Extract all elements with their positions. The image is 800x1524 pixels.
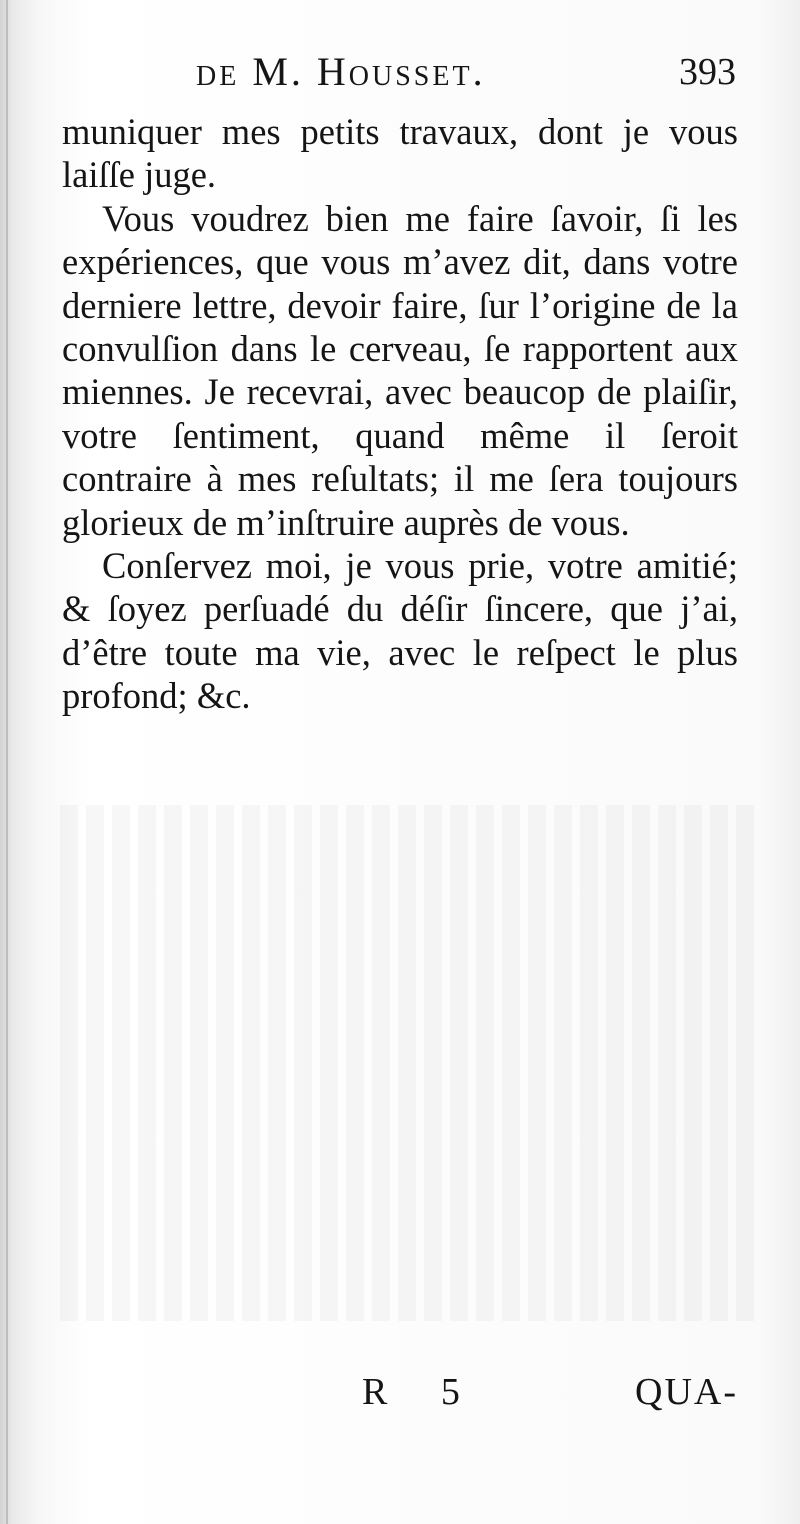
body-text (62, 110, 738, 718)
page-footer (62, 1370, 738, 1420)
page-header (196, 48, 736, 98)
catchword: QUA- (635, 1371, 738, 1413)
page-number: 393 (679, 51, 736, 93)
signature-mark: R 5 (362, 1371, 482, 1413)
paragraph-experiences: Vous voudrez bien me faire ſavoir, ſi les expériences, que vous m’avez dit, dans votre derniere lettre, devoir faire, ſur l’origine de la convulſion dans le cerveau, ſe rapportent aux miennes. Je recevrai, avec beaucop de plaiſir, votre ſentiment, quand même il ſeroit contraire à mes reſultats; il me ſera toujours glorieux de m’inſtruire auprès de vous. (62, 197, 738, 543)
show-through-texture (60, 805, 760, 1325)
running-head: de M. Housset. (196, 49, 486, 94)
binding-gutter (6, 0, 8, 1524)
paragraph-continuation: muniquer mes petits travaux, dont je vous laiſſe juge. (62, 111, 738, 196)
paragraph-closing: Conſervez moi, je vous prie, votre amitié; & ſoyez perſuadé du déſir ſincere, que j’ai, d’être toute ma vie, avec le reſpect le plus profond; &c. (62, 545, 738, 717)
